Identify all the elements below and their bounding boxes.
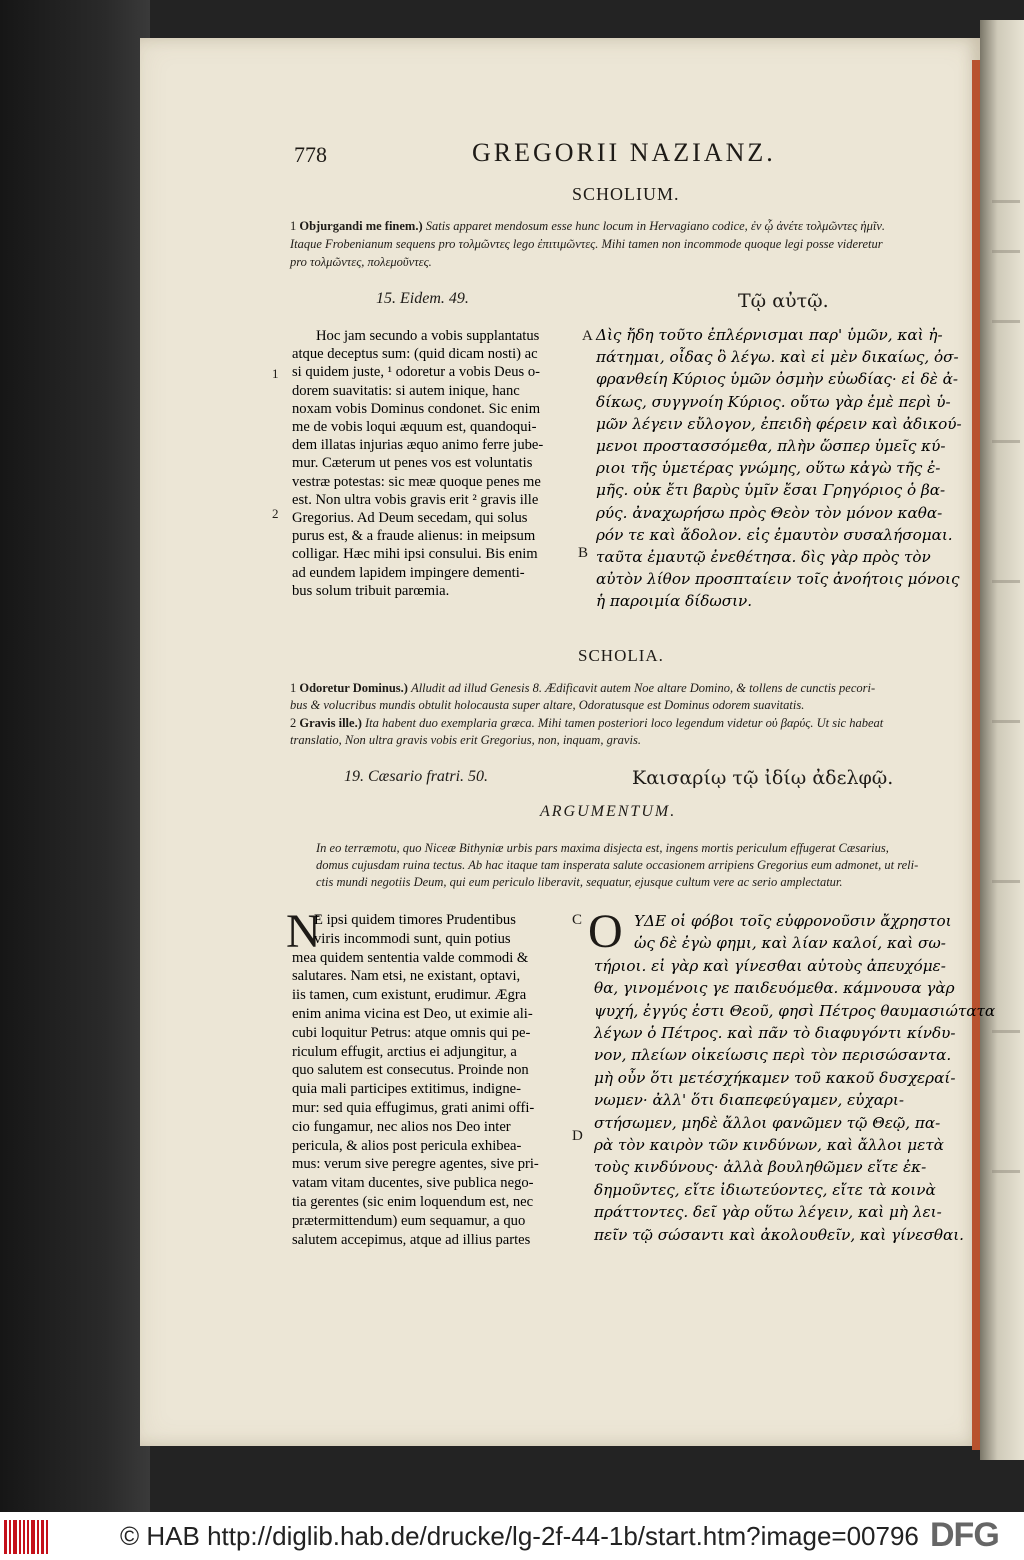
greek-text-line: ΥΔΕ οἱ φόβοι τοῖς εὐφρονοῦσιν ἄχρηστοι	[634, 912, 952, 930]
section-letter: C	[572, 912, 583, 928]
latin-text-line: ad eundem lapidem impingere dementi-	[292, 564, 525, 581]
epistle-heading-latin: 15. Eidem. 49.	[376, 290, 469, 307]
greek-text-line: πεῖν τῷ σώσαντι καὶ ἀκολουθεῖν, καὶ γίνεσθαι.	[594, 1225, 965, 1244]
latin-text-line: tia gerentes (sic enim loquendum est, nec	[292, 1194, 534, 1210]
scholia-heading: SCHOLIA.	[578, 646, 664, 665]
greek-text-line: ρόν τε καὶ ἄδολον. εἰς ἐμαυτὸν συσαλήσομαι.	[596, 525, 953, 544]
book-spine	[0, 0, 150, 1512]
scholium-heading: SCHOLIUM.	[572, 184, 680, 204]
greek-text-line: λέγων ὁ Πέτρος. καὶ πᾶν τὸ διαφυγόντι κίνδυ-	[594, 1024, 956, 1042]
page-number: 778	[294, 142, 327, 167]
latin-text-line: purus est, & a fraude alienus: in meipsum	[292, 528, 536, 545]
greek-text-line: ριοι τῆς ὑμετέρας γνώμης, οὕτω κἀγὼ τῆς ἐ-	[596, 459, 941, 478]
latin-text-line: me de vobis loqui æquum est, quandoqui-	[292, 419, 537, 435]
greek-text-line: Δὶς ἤδη τοῦτο ἐπλέρνισμαι παρ' ὑμῶν, καὶ ἠ-	[596, 326, 943, 344]
latin-text-line: atque deceptus sum: (quid dicam nosti) ac	[292, 346, 538, 363]
latin-text-line: bus solum tribuit parœmia.	[292, 582, 450, 599]
latin-text-line: enim anima vicina est Deo, ut eximie ali-	[292, 1006, 533, 1022]
note-text: Satis apparet mendosum esse hunc locum in Hervagiano codice, ἐν ᾧ ἀνέτε τολμῶντες ἡμῖν.	[425, 219, 886, 233]
scholium-note-line	[290, 218, 885, 235]
page-edge-color	[972, 60, 980, 1450]
latin-text-line: pericula, & alios post pericula exhibea-	[292, 1137, 522, 1154]
section-letter: B	[578, 545, 589, 561]
greek-text-line: νον, πλείων οἰκείωσις περὶ τὸν περισώσαντα.	[594, 1046, 952, 1065]
latin-text-line: salutem accepimus, atque ad illius partes	[292, 1231, 531, 1248]
note-text: Ita habent duo exemplaria græca. Mihi tamen posteriori loco legendum videtur οὐ βαρύς. Ut sic habeat	[365, 716, 884, 730]
margin-note-marker: 2	[272, 506, 279, 521]
epistle-heading-greek: Καισαρίῳ τῷ ἰδίῳ ἀδελφῷ.	[632, 767, 894, 789]
scholia-note-line	[290, 680, 875, 697]
library-logo-icon	[4, 1520, 48, 1554]
scholium-note-line: Itaque Frobenianum sequens pro τολμῶντες lego ἐπιτιμῶντες. Mihi tamen non incommode quoque legi posse videretur	[290, 237, 883, 251]
latin-text-line: colligar. Hæc mihi ipsi consului. Bis enim	[292, 546, 538, 563]
argumentum-line: domus cujusdam ruina tectus. Ab hac itaque tam insperata salute occasionem arripiens Gregorius eum admonet, ut reli-	[316, 858, 919, 872]
note-lemma: Objurgandi me finem.)	[299, 219, 423, 233]
latin-text-line: dorem suavitatis: si autem inique, hanc	[292, 382, 520, 399]
latin-text-line: mur: sed quia effugimus, grati animi offi-	[292, 1100, 535, 1116]
note-mark: 1	[290, 219, 297, 233]
latin-text-line: est. Non ultra vobis gravis erit ² gravis ille	[292, 491, 539, 508]
greek-text-line: αὐτὸν λίθον προσπταίειν τοῖς ἀνοήτοις μόνοις	[596, 570, 960, 589]
latin-text-line: si quidem juste, ¹ odoretur a vobis Deus o-	[292, 364, 540, 381]
greek-text-line: φρανθείη Κύριος ὑμῶν ὀσμὴν εὐωδίας· εἰ δὲ ἀ-	[596, 370, 958, 389]
latin-text-line: mur. Cæterum ut penes vos est voluntatis	[292, 455, 533, 472]
latin-text-line: dem illatas injurias æquo animo ferre jube-	[292, 437, 544, 454]
argumentum-heading: ARGUMENTUM.	[540, 803, 677, 820]
adjacent-page-edge	[980, 20, 1024, 1460]
latin-text-line: noxam vobis Dominus condonet. Sic enim	[292, 400, 541, 417]
section-letter: A	[582, 328, 593, 344]
latin-text-line: E ipsi quidem timores Prudentibus	[314, 912, 516, 928]
greek-text-line: θα, γινομένοις γε παιδευόμεθα. κάμνουσα γὰρ	[594, 979, 955, 998]
greek-text-line: μὴ οὖν ὅτι μετέσχήκαμεν τοῦ κακοῦ δυσχεραί-	[594, 1068, 956, 1087]
greek-text-line: ταῦτα ἐμαυτῷ ἐνεθέτησα. δὶς γὰρ πρὸς τὸν	[596, 548, 931, 566]
latin-text-line: Gregorius. Ad Deum secedam, qui solus	[292, 510, 528, 526]
latin-text-line: prætermittendum) eum sequamur, a quo	[292, 1212, 526, 1229]
latin-text-line: vatam vitam ducentes, sive publica nego-	[292, 1175, 534, 1192]
scholium-note-line: pro τολμῶντες, πολεμοῦντες.	[290, 255, 432, 269]
latin-text-line: vestræ potestas: sic meæ quoque penes me	[292, 473, 541, 490]
note-text: Alludit ad illud Genesis 8. Ædificavit autem Noe altare Domino, & tollens de cunctis pecori-	[411, 681, 876, 695]
latin-text-line: iis tamen, cum existunt, erudimur. Ægra	[292, 987, 527, 1004]
greek-text-line: ὡς δὲ ἐγὼ φημι, καὶ λίαν καλοί, καὶ σω-	[634, 934, 946, 953]
scholia-note-line: bus & volucribus mundis obtulit holocausta super altare, Odoratusque est Dominus odorem suavitatis.	[290, 698, 805, 712]
greek-text-line: ψυχή, ἐγγύς ἐστι Θεοῦ, φησὶ Πέτρος θαυμασιώτατα	[594, 1001, 996, 1020]
scholia-note-line: translatio, Non ultra gravis vobis erit Gregorius, non, inquam, gravis.	[290, 733, 641, 747]
margin-note-marker: 1	[272, 366, 279, 381]
greek-text-line: ρὰ τὸν καιρὸν τῶν κινδύνων, καὶ ἄλλοι μετὰ	[594, 1136, 944, 1154]
greek-text-line: τήριοι. εἰ γὰρ καὶ γίνεσθαι αὐτοὺς ἀπευχόμε-	[594, 956, 946, 975]
note-mark: 1	[290, 681, 297, 695]
greek-text-line: πράττοντες. δεῖ γὰρ οὕτω λέγειν, καὶ μὴ λει-	[594, 1203, 942, 1222]
greek-text-line: στήσωμεν, μηδὲ ἄλλοι φανῶμεν τῷ Θεῷ, πα-	[594, 1113, 941, 1132]
drop-cap-latin: N	[286, 905, 321, 958]
greek-text-line: πάτημαι, οἶδας ὃ λέγω. καὶ εἰ μὲν δικαίως, ὀσ-	[596, 348, 959, 367]
argumentum-line: ctis mundi negotiis Deum, qui eum periculo liberavit, sequatur, ejusque cultum vere ac serio amplectatur.	[316, 875, 843, 889]
greek-text-line: ρύς. ἀναχωρήσω πρὸς Θεὸν τὸν μόνον καθα-	[596, 503, 943, 522]
latin-text-line: salutares. Nam etsi, ne existant, optavi,	[292, 968, 521, 985]
note-mark: 2	[290, 716, 297, 730]
copyright-link[interactable]: © HAB http://diglib.hab.de/drucke/lg-2f-44-1b/start.htm?image=00796	[120, 1521, 919, 1551]
greek-text-line: δίκως, συγγνοίη Κύριος. οὕτω γὰρ ἐμὲ περὶ ὑ-	[596, 392, 951, 411]
scholia-note-line	[290, 715, 883, 732]
latin-text-line: riculum effugit, arctius ei adjungitur, a	[292, 1043, 517, 1060]
greek-text-line: μῶν λέγειν εὔλογον, ἐπειδὴ φέρειν καὶ ἀδικού-	[596, 414, 962, 433]
latin-text-line: cubi loquitur Petrus: atque omnis qui pe-	[292, 1024, 531, 1041]
greek-text-line: τοὺς κινδύνους· ἀλλὰ βουληθῶμεν εἴτε ἐκ-	[594, 1158, 927, 1177]
note-lemma: Odoretur Dominus.)	[299, 681, 408, 695]
greek-text-line: μῆς. οὐκ ἔτι βαρὺς ὑμῖν ἔσαι Γρηγόριος ὁ βα-	[596, 481, 946, 500]
greek-text-line: δημοῦντες, εἴτε ἰδιωτεύοντες, εἴτε τὰ κοινὰ	[594, 1180, 936, 1199]
note-lemma: Gravis ille.)	[299, 716, 362, 730]
greek-text-line: μενοι προστασσόμεθα, πλὴν ὥσπερ ὑμεῖς κύ-	[596, 437, 946, 455]
greek-text-line: νωμεν· ἀλλ' ὅτι διαπεφεύγαμεν, εὐχαρι-	[594, 1091, 904, 1110]
latin-text-line: cio fungamur, nec alios nos Deo inter	[292, 1118, 511, 1135]
latin-text-line: mea quidem sententia valde commodi &	[292, 949, 529, 966]
running-title: GREGORII NAZIANZ.	[472, 138, 776, 167]
latin-text-line: viris incommodi sunt, quin potius	[314, 930, 511, 947]
epistle-heading-latin: 19. Cæsario fratri. 50.	[344, 768, 489, 785]
drop-cap-greek: O	[588, 905, 623, 958]
epistle-heading-greek: Τῷ αὐτῷ.	[738, 290, 829, 312]
latin-text-line: quia mali participes extitimus, indigne-	[292, 1081, 521, 1098]
argumentum-line: In eo terræmotu, quo Niceæ Bithyniæ urbis pars maxima disjecta est, ingens mortis periculum effugerat Cæsarius,	[316, 841, 889, 855]
latin-text-line: Hoc jam secundo a vobis supplantatus	[316, 328, 540, 344]
dfg-logo: DFG	[930, 1516, 999, 1554]
latin-text-line: quo salutem est consecutus. Proinde non	[292, 1062, 529, 1079]
latin-text-line: mus: verum sive peregre agentes, sive pri-	[292, 1156, 539, 1173]
section-letter: D	[572, 1128, 583, 1144]
greek-text-line: ἡ παροιμία δίδωσιν.	[596, 592, 753, 611]
